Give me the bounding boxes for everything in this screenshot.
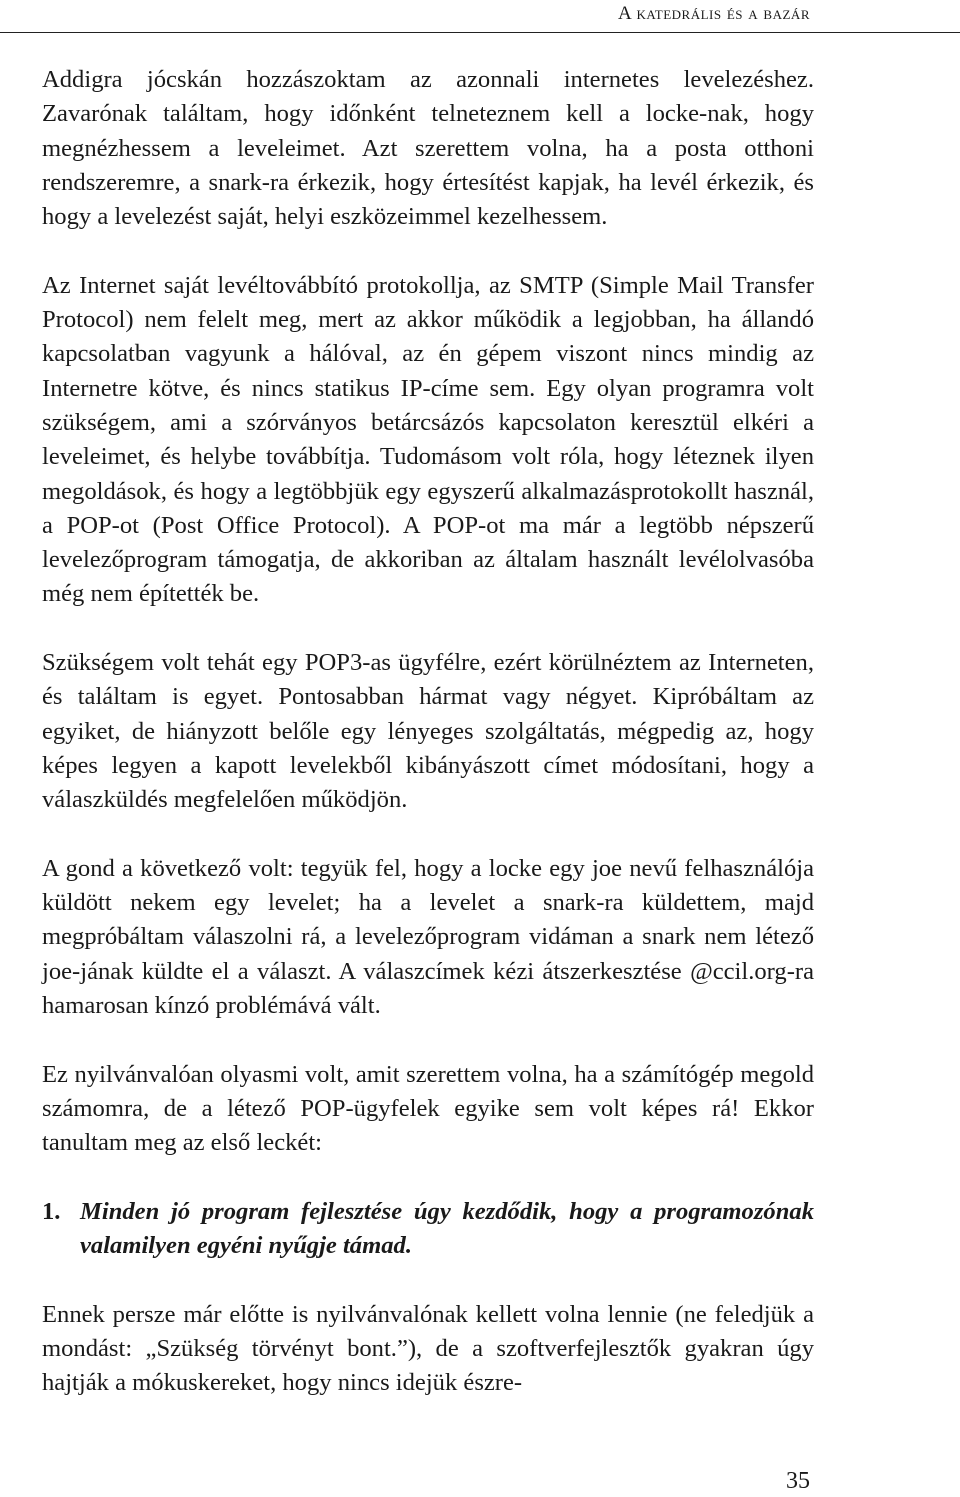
lesson-text: Minden jó program fejlesztése úgy kezdődik, hogy a programozónak valamilyen egyéni nyűgje támad. — [80, 1197, 814, 1260]
paragraph: Ez nyilvánvalóan olyasmi volt, amit szerettem volna, ha a számítógép megold számomra, de a létező POP-ügyfelek egyike sem volt képes rá! Ekkor tanultam meg az első leckét: — [42, 1060, 814, 1157]
running-title: A katedrális és a bazár — [618, 3, 810, 24]
paragraph: Szükségem volt tehát egy POP3-as ügyfélre, ezért körülnéztem az Interneten, és találtam is egyet. Pontosabban hármat vagy négyet. Kipróbáltam az egyiket, de hiányzott belőle egy lényeges szolgáltatás, mégpedig az, hogy képes legyen a kapott levelekből kibányászott címet módosítani, hogy a válaszküldés megfelelően működjön. — [42, 649, 814, 814]
page-body — [42, 63, 814, 1401]
paragraph: A gond a következő volt: tegyük fel, hogy a locke egy joe nevű felhasználója küldött nekem egy levelet; ha a levelet a snark-ra küldettem, majd megpróbáltam válaszolni rá, a levelezőprogram vidáman a snark nem létező joe-jának küldte el a választ. A válaszcímek kézi átszerkesztése @ccil.org-ra hamarosan kínzó problémává vált. — [42, 854, 814, 1020]
lesson-number: 1. — [42, 1197, 61, 1225]
paragraph: Az Internet saját levéltovábbító protokollja, az SMTP (Simple Mail Transfer Protocol) nem felelt meg, mert az akkor működik a legjobban, ha állandó kapcsolatban vagyunk a hálóval, az én gépem viszont nincs mindig az Internetre kötve, és nincs statikus IP-címe sem. Egy olyan programra volt szükségem, ami a szórványos betárcsázós kapcsolaton keresztül elkéri a leveleimet, és helybe továbbítja. Tudomásom volt róla, hogy léteznek ilyen megoldások, és hogy a legtöbbjük egy egyszerű alkalmazásprotokollt használ, a POP-ot (Post Office Protocol). A POP-ot ma már a legtöbb népszerű levelezőprogram támogatja, de akkoriban az általam használt levélolvasóba még nem építették be. — [42, 271, 814, 608]
paragraph: Ennek persze már előtte is nyilvánvalónak kellett volna lennie (ne feledjük a mondást: „Szükség törvényt bont.”), de a szoftverfejlesztők gyakran úgy hajtják a mókuskereket, hogy nincs idejük észre- — [42, 1300, 814, 1397]
header-rule — [0, 32, 960, 33]
numbered-lesson — [42, 1195, 814, 1264]
paragraph: Addigra jócskán hozzászoktam az azonnali internetes levelezéshez. Zavarónak találtam, hogy időnként telneteznem kell a locke-nak, hogy megnézhessem a leveleimet. Azt szerettem volna, ha a posta otthoni rendszeremre, a snark-ra érkezik, hogy értesítést kapjak, ha levél érkezik, és hogy a levelezést saját, helyi eszközeimmel kezelhessem. — [42, 66, 814, 231]
page-number: 35 — [786, 1468, 810, 1494]
